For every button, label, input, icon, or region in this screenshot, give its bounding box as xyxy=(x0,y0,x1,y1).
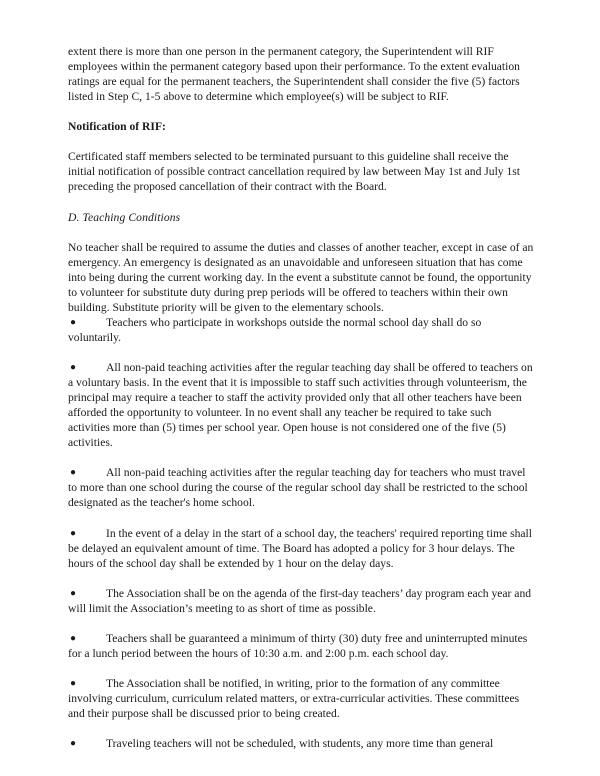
list-item-text: Teachers who participate in workshops outside the normal school day shall do so voluntarily. xyxy=(68,315,482,344)
paragraph-no-teacher-shall: No teacher shall be required to assume the duties and classes of another teacher, except in case of an emergency. An emergency is designated as an unavoidable and unforeseen situation that has come into being during the current working day. In the event a substitute cannot be found, the opportunity to volunteer for substitute duty during prep periods will be offered to teachers within their own building. Substitute priority will be given to the elementary schools. xyxy=(68,240,534,314)
list-item-non-paid-activities xyxy=(68,360,534,450)
bullet-icon: ● xyxy=(70,587,77,599)
list-item-lunch-period xyxy=(68,631,534,661)
document-text-body xyxy=(68,44,534,751)
bullet-icon: ● xyxy=(70,361,77,373)
list-item-text: The Association shall be notified, in writing, prior to the formation of any committee involving curriculum, curriculum related matters, or extra-curricular activities. These committees and their purpose shall be discussed prior to being created. xyxy=(68,676,520,721)
list-item-traveling-restriction xyxy=(68,465,534,510)
list-item-workshops xyxy=(68,315,534,345)
bullet-icon: ● xyxy=(70,632,77,644)
list-item-traveling-teachers xyxy=(68,736,534,751)
bullet-icon: ● xyxy=(70,677,77,689)
paragraph-rif-continued: extent there is more than one person in the permanent category, the Superintendent will RIF employees within the permanent category based upon their performance. To the extent evaluation ratings are equal for the permanent teachers, the Superintendent shall consider the five (5) factors listed in Step C, 1-5 above to determine which employee(s) will be subject to RIF. xyxy=(68,45,520,104)
list-item-text: Teachers shall be guaranteed a minimum of thirty (30) duty free and uninterrupted minutes for a lunch period between the hours of 10:30 a.m. and 2:00 p.m. each school day. xyxy=(68,631,528,660)
paragraph-notification-body: Certificated staff members selected to be terminated pursuant to this guideline shall receive the initial notification of possible contract cancellation required by law between May 1st and July 1st preceding the proposed cancellation of their contract with the Board. xyxy=(68,150,521,194)
list-item-committee-notice xyxy=(68,676,534,721)
list-item-text: In the event of a delay in the start of a school day, the teachers' required reporting time shall be delayed an equivalent amount of time. The Board has adopted a policy for 3 hour delays. The hours of the school day shall be extended by 1 hour on the delay days. xyxy=(68,526,532,570)
list-item-text: All non-paid teaching activities after the regular teaching day for teachers who must travel to more than one school during the course of the regular school day shall be restricted to the school designated as the teacher's home school. xyxy=(68,466,528,510)
bullet-icon: ● xyxy=(70,467,77,479)
list-item-text: The Association shall be on the agenda of the first-day teachers’ day program each year and will limit the Association’s meeting to as short of time as possible. xyxy=(68,586,532,615)
bullet-icon: ● xyxy=(70,316,77,328)
heading-section-d-teaching-conditions: D. Teaching Conditions xyxy=(68,210,181,224)
bullet-icon: ● xyxy=(70,738,77,750)
bullet-icon: ● xyxy=(70,527,77,539)
list-item-delay xyxy=(68,526,534,571)
heading-notification-of-rif: Notification of RIF: xyxy=(68,120,166,134)
list-item-association-agenda xyxy=(68,586,534,616)
list-item-text: All non-paid teaching activities after the regular teaching day shall be offered to teachers on a voluntary basis. In the event that it is impossible to staff such activities through volunteerism, the principal may require a teacher to staff the activity provided only that all other teachers have been afforded the opportunity to volunteer. In no event shall any teacher be required to take such activities more than (5) times per school year. Open house is not considered one of the five (5) activities. xyxy=(68,360,533,450)
list-item-text: Traveling teachers will not be scheduled, with students, any more time than general xyxy=(106,737,494,751)
